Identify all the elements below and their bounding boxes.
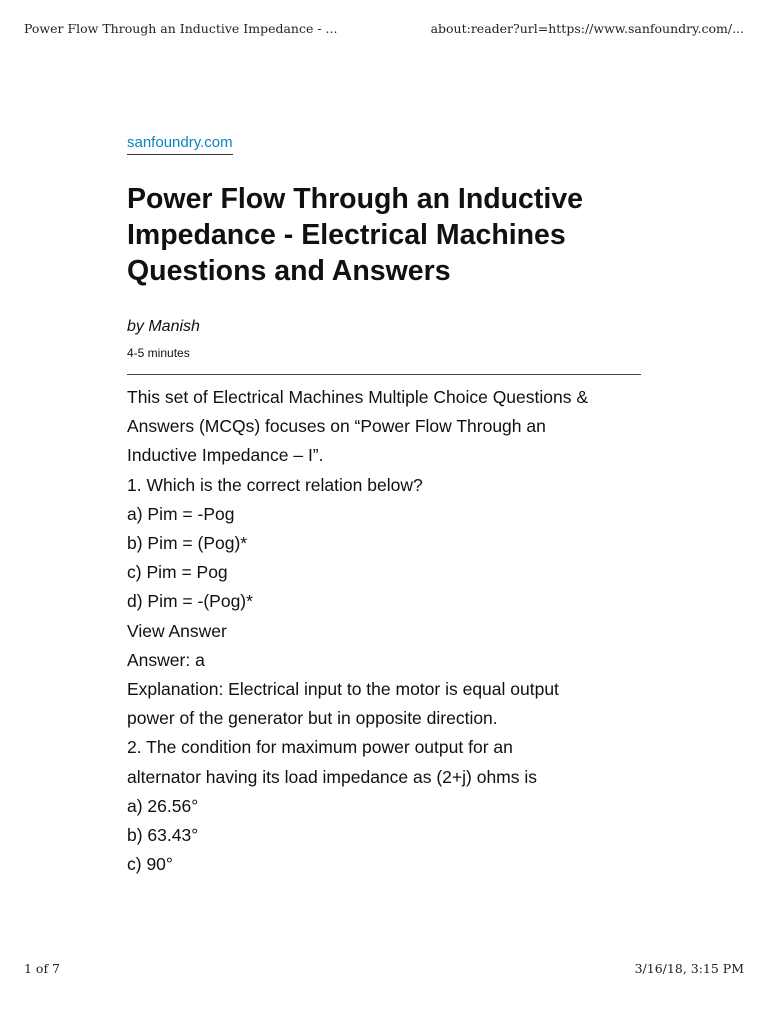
print-header-url: about:reader?url=https://www.sanfoundry.com/...: [430, 21, 744, 36]
option-d: d) Pim = -(Pog)*: [127, 591, 253, 612]
question-2: [127, 733, 641, 879]
question-text: alternator having its load impedance as (2+j) ohms is: [127, 766, 538, 787]
option-c: c) Pim = Pog: [127, 562, 228, 583]
article-title-line: Questions and Answers: [127, 255, 451, 287]
article-title-line: Impedance - Electrical Machines: [127, 219, 566, 251]
answer-text: Answer: a: [127, 649, 205, 670]
view-answer-button[interactable]: View Answer: [127, 620, 227, 641]
page-counter: 1 of 7: [24, 961, 61, 976]
reading-time: 4-5 minutes: [127, 346, 190, 360]
question-1: [127, 471, 641, 646]
option-b: b) Pim = (Pog)*: [127, 533, 248, 554]
explanation-line: power of the generator but in opposite direction.: [127, 708, 498, 729]
answer-1: [127, 646, 641, 734]
reader-article: [127, 134, 641, 879]
option-c: c) 90°: [127, 854, 173, 875]
intro-line: Answers (MCQs) focuses on “Power Flow Through an: [127, 416, 546, 437]
source-domain-link[interactable]: sanfoundry.com: [127, 134, 233, 155]
article-content: [127, 383, 641, 879]
intro-paragraph: [127, 383, 641, 471]
explanation-line: Explanation: Electrical input to the motor is equal output: [127, 679, 559, 700]
print-header: [24, 21, 744, 36]
header-divider: [127, 374, 641, 375]
article-title: [127, 181, 641, 289]
intro-line: Inductive Impedance – I”.: [127, 445, 324, 466]
article-title-line: Power Flow Through an Inductive: [127, 183, 584, 215]
print-header-title: Power Flow Through an Inductive Impedance - ...: [24, 21, 338, 36]
question-text: 1. Which is the correct relation below?: [127, 474, 423, 495]
option-a: a) 26.56°: [127, 795, 199, 816]
intro-line: This set of Electrical Machines Multiple Choice Questions &: [127, 387, 589, 407]
question-text: 2. The condition for maximum power output for an: [127, 737, 513, 758]
print-footer: [24, 961, 744, 976]
article-byline: by Manish: [127, 318, 200, 335]
option-a: a) Pim = -Pog: [127, 503, 235, 524]
print-datetime: 3/16/18, 3:15 PM: [634, 961, 744, 976]
option-b: b) 63.43°: [127, 825, 199, 846]
